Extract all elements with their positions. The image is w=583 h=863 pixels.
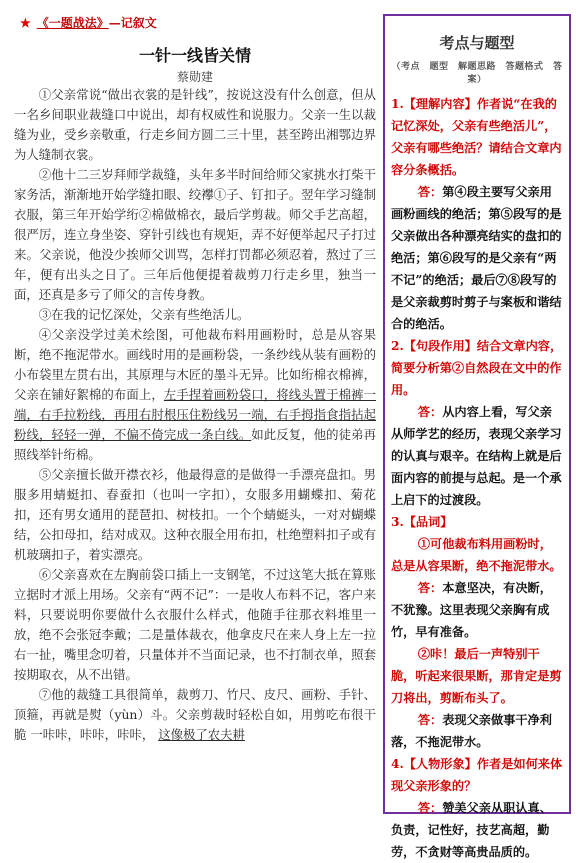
panel-subtitle: （考点 题型 解题思路 答题格式 答案）: [391, 62, 563, 85]
paragraph-4: [14, 325, 376, 465]
question-2: 2.【句段作用】结合文章内容，简要分析第②自然段在文中的作用。: [391, 339, 563, 397]
series-header: [20, 14, 376, 31]
star-icon: ★: [20, 16, 31, 30]
paragraph-7-before: ⑦他的裁缝工具很简单，裁剪刀、竹尺、皮尺、画粉、手针、顶箍，再就是熨（yùn）斗。父亲剪裁时轻松自如，用剪吃布很干脆 一咔咔，咔咔，咔咔，: [14, 687, 376, 742]
paragraph-3: ③在我的记忆深处，父亲有些绝活儿。: [38, 307, 250, 322]
panel-title: 考点与题型: [439, 34, 515, 52]
answer-label: 答：: [417, 405, 443, 419]
answer-1: [391, 181, 563, 335]
article-column: [14, 14, 376, 745]
question-3-sub-1: ①可他裁布料用画粉时，总是从容果断，绝不拖泥带水。: [391, 537, 562, 573]
paragraph-5: ⑤父亲擅长做开襟衣衫，他最得意的是做得一手漂亮盘扣。男服多用蜻蜓扣、春蚕扣（也叫一字扣），女服多用蝴蝶扣、菊花扣，还有男女通用的琵琶扣、树枝扣。一个个蜻蜓头，一对对蝴蝶结，公扣母扣，结对成双。这种衣服全用布扣，杜绝塑料扣子或有机玻璃扣子，着实漂亮。: [14, 467, 376, 562]
answer-label: 答：: [417, 713, 443, 727]
answer-label: 答：: [417, 581, 443, 595]
series-name: 《一题战法》: [36, 16, 109, 30]
article-title: 一针一线皆关情: [138, 46, 251, 65]
answer-4-text: 赞美父亲从职认真、负责，记性好，技艺高超，勤劳，不贪财等高贵品质的。: [391, 801, 552, 859]
answer-3-2-text: 表现父亲做事干净利落，不拖泥带水。: [391, 713, 552, 749]
article-author: 蔡勋建: [176, 70, 213, 84]
answer-label: 答：: [417, 801, 443, 815]
paragraph-1: ①父亲常说“做出衣裳的是针线”，按说这没有什么创意，但从一名乡间职业裁缝口中说出，却有权威性和说服力。父亲一生以裁缝为业，受乡亲敬重，行走乡间方圆二三十里，甚至跨出湘鄂边界为人缝制衣裳。: [14, 87, 376, 162]
answer-4: [391, 797, 563, 863]
paragraph-7-underlined: 这像极了农夫耕: [158, 727, 245, 742]
answer-3-1: [391, 577, 563, 643]
paragraph-7: [14, 685, 376, 745]
answer-label: 答：: [417, 185, 443, 199]
answer-2-text: 从内容上看，写父亲从师学艺的经历，表现父亲学习的认真与艰辛。在结构上就是后面内容的前提与总起。是一个承上启下的过渡段。: [391, 405, 562, 507]
question-3: 3.【品词】: [391, 515, 453, 529]
answer-1-text: 第④段主要写父亲用画粉画线的绝活；第⑤段写的是父亲做出各种漂亮结实的盘扣的绝活；第⑥段写的是父亲有“两不记”的绝活；最后⑦⑧段写的是父亲裁剪时剪子与案板和谐结合的绝活。: [391, 185, 562, 331]
answer-3-1-text: 本意坚决，有决断，不犹豫。这里表现父亲胸有成竹，早有准备。: [391, 581, 552, 639]
question-1: 1.【理解内容】作者说“在我的记忆深处，父亲有些绝活儿”，父亲有哪些绝活？请结合文章内容分条概括。: [391, 97, 562, 177]
genre-label: —记叙文: [108, 16, 157, 30]
paragraph-2: ②他十二三岁拜师学裁缝，头年多半时间给师父家挑水打柴干家务活，渐渐地开始学缝扣眼、绞襻①子、钉扣子。翌年学习缝制衣服，第三年开始学绗②棉做棉衣，最后学剪裁。师父手艺高超，很严厉，连立身坐姿、穿针引线也有规矩，弄不好便举起尺子打过来。父亲说，他没少挨师父训骂，怎样打罚都必须忍着，熬过了三年，便有出头之日了。三年后他便提着裁剪刀行走乡里，独当一面，还真是多亏了师父的言传身教。: [14, 167, 376, 302]
paragraph-4-after: 如此反复，他的徒弟再照线举针绗棉。: [14, 427, 377, 462]
exam-points-panel: [383, 14, 571, 859]
paragraph-4-before: ④父亲没学过美术绘图，可他裁布料用画粉时，总是从容果断，绝不拖泥带水。画线时用的是画粉袋，一条纱线从装有画粉的小布袋里左贯右出，其原理与木匠的墨斗无异。比如绗棉衣棉裤，父亲在铺好絮棉的布面上，: [14, 327, 376, 402]
answer-2: [391, 401, 563, 511]
answer-3-2: [391, 709, 563, 753]
question-4: 4.【人物形象】作者是如何来体现父亲形象的？: [391, 757, 563, 793]
paragraph-4-underlined: 左手捏着画粉袋口，将线头置于棉裤一端，右手拉粉线，再用右肘根压住粉线另一端，右手拇指食指拈起粉线，轻轻一弹，不偏不倚完成一条白线。: [14, 387, 377, 442]
question-3-sub-2: ②咔！最后一声特别干脆，听起来很果断，那肯定是剪刀将出，剪断布头了。: [391, 647, 562, 705]
paragraph-6: ⑥父亲喜欢在左胸前袋口插上一支钢笔，不过这笔大抵在算账立据时才派上用场。父亲有“两不记”：一是收人布料不记，客户来料，只要说明你要做什么衣服什么样式，他随手往那衣料堆里一放，绝不会张冠李戴；二是量体裁衣，他拿皮尺在来人身上左一拉右一扯，嘴里念叨着，只量体并不当面记录，也不打制衣单，照套按期取衣，从不出错。: [14, 567, 376, 682]
